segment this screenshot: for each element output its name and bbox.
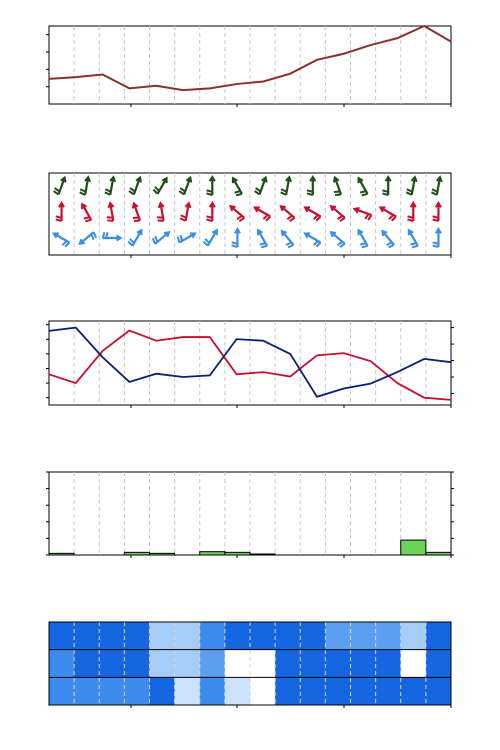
wind-barb-feather <box>105 192 110 195</box>
cloud-cell <box>376 650 402 678</box>
wind-barb <box>204 230 217 246</box>
wind-barb <box>358 178 367 195</box>
wind-barb <box>180 203 190 221</box>
cloud-cell <box>175 650 201 678</box>
cloud-cell <box>325 622 351 650</box>
wind-barb-feather <box>133 217 139 218</box>
wind-barb <box>133 204 140 221</box>
wind-barb-feather <box>334 191 340 192</box>
precip-bar <box>250 554 275 555</box>
wind-barb-shaft <box>331 232 345 244</box>
wind-barb <box>80 232 96 244</box>
wind-barb <box>408 203 416 221</box>
wind-barb <box>334 178 341 195</box>
wind-barb <box>255 207 271 220</box>
wind-barb <box>358 230 367 247</box>
wind-barb-shaft <box>331 206 345 218</box>
wind-barb-feather <box>237 216 242 219</box>
wind-barb <box>207 203 215 221</box>
wind-barb-shaft <box>380 208 396 217</box>
wind-barb-feather <box>431 192 436 195</box>
wind-barb-feather <box>129 191 134 194</box>
wind-barb <box>207 177 215 195</box>
wind-barb <box>305 233 321 246</box>
pressure-point <box>263 81 265 83</box>
wind-barb <box>103 232 121 240</box>
wind-barb <box>54 178 66 195</box>
cloud-cell <box>376 622 402 650</box>
cloud-cell <box>401 677 427 705</box>
wind-barb-feather <box>236 194 242 196</box>
cloud-cell <box>200 650 226 678</box>
cloud-cell <box>200 622 226 650</box>
wind-barb-feather <box>80 192 85 195</box>
wind-barb-feather <box>107 220 113 221</box>
wind-barb-feather <box>130 188 135 191</box>
cloud-cell <box>74 677 100 705</box>
pressure-point <box>182 89 184 91</box>
wind-barb-feather <box>432 189 437 192</box>
wind-barb-feather <box>360 243 366 245</box>
cloud-cell <box>124 622 150 650</box>
cloud-cell <box>351 622 377 650</box>
cloud-cell <box>150 650 176 678</box>
precip-bar <box>200 552 225 555</box>
cloud-panel <box>49 622 452 708</box>
wind-barb-shaft <box>305 234 321 243</box>
wind-barb-feather <box>410 243 416 245</box>
wind-barb-feather <box>179 191 184 194</box>
wind-barb-feather <box>153 238 156 243</box>
precip-bar <box>225 552 250 555</box>
wind-barb <box>431 177 441 195</box>
wind-barb-feather <box>178 237 180 243</box>
wind-barb-feather <box>181 235 183 241</box>
cloud-cell <box>426 677 452 705</box>
wind-barb <box>433 229 441 247</box>
wind-barb <box>258 230 267 247</box>
wind-barb <box>406 177 416 195</box>
wind-barb-feather <box>335 194 341 195</box>
wind-barb-feather <box>256 188 261 191</box>
wind-barb-feather <box>181 215 186 218</box>
wind-barb-feather <box>287 216 292 219</box>
cloud-cell <box>401 650 427 678</box>
wind-barb <box>331 232 345 247</box>
wind-barb-feather <box>362 194 368 196</box>
cloud-cell <box>250 677 276 705</box>
wind-barb-feather <box>368 215 371 220</box>
wind-barb-feather <box>360 191 366 193</box>
wind-barb-feather <box>389 245 394 248</box>
pressure-point <box>343 53 345 55</box>
cloud-cell <box>99 677 125 705</box>
wind-barb-feather <box>365 214 368 219</box>
cloud-cell <box>426 622 452 650</box>
wind-barb <box>82 204 91 221</box>
pressure-point <box>397 37 399 39</box>
precip-bar <box>426 552 451 555</box>
pressure-point <box>129 88 131 90</box>
wind-barb-shaft <box>208 230 217 246</box>
cloud-cell <box>250 622 276 650</box>
wind-barb <box>307 177 315 195</box>
wind-barb <box>255 178 267 195</box>
wind-barb-feather <box>134 220 140 221</box>
wind-barb-feather <box>281 189 286 192</box>
wind-barb-feather <box>158 220 164 221</box>
wind-barb-shaft <box>80 232 94 244</box>
wind-panel <box>49 173 451 258</box>
pressure-point <box>450 41 452 43</box>
wind-barb-feather <box>54 191 59 194</box>
wind-barb-shaft <box>281 206 295 218</box>
wind-barb <box>153 178 166 194</box>
wind-barb-feather <box>235 191 241 193</box>
wind-barb <box>179 178 191 195</box>
cloud-cell <box>99 650 125 678</box>
cloud-cell <box>275 622 301 650</box>
cloud-cell <box>275 677 301 705</box>
pressure-point <box>423 25 425 27</box>
wind-barb-feather <box>412 246 418 248</box>
wind-barb <box>233 178 242 195</box>
pressure-point <box>155 85 157 87</box>
wind-barb-feather <box>55 188 60 191</box>
wind-barb <box>305 207 321 220</box>
cloud-cell <box>225 677 251 705</box>
cloud-cell <box>300 650 326 678</box>
wind-barb-feather <box>84 217 90 219</box>
cloud-cell <box>49 650 75 678</box>
cloud-cell <box>124 650 150 678</box>
cloud-cell <box>300 677 326 705</box>
wind-barb <box>178 233 195 242</box>
wind-barb <box>433 203 441 221</box>
wind-barb <box>54 233 70 246</box>
wind-barb-feather <box>407 189 412 192</box>
wind-barb-feather <box>260 243 266 245</box>
wind-barb-feather <box>94 232 97 237</box>
wind-barb-shaft <box>305 208 321 217</box>
wind-barb-feather <box>338 216 343 219</box>
cloud-cell <box>300 622 326 650</box>
wind-barb-feather <box>85 220 91 222</box>
wind-barb-feather <box>180 188 185 191</box>
wind-barb <box>232 229 240 247</box>
wind-barb-shaft <box>382 231 394 245</box>
wind-barb <box>282 231 294 247</box>
precip-bar <box>150 553 175 555</box>
cloud-cell <box>175 677 201 705</box>
cloud-cell <box>99 622 125 650</box>
wind-barb-feather <box>157 217 163 218</box>
pressure-panel <box>46 25 452 107</box>
wind-barb-feather <box>107 217 113 218</box>
pressure-point <box>289 73 291 75</box>
wind-barb-feather <box>281 192 286 195</box>
wind-barb-feather <box>155 236 158 241</box>
pressure-point <box>316 59 318 61</box>
cloud-cell <box>275 650 301 678</box>
cloud-cell <box>250 650 276 678</box>
wind-barb <box>157 203 164 221</box>
wind-barb <box>56 203 64 221</box>
wind-barb-feather <box>340 218 345 221</box>
cloud-cell <box>351 650 377 678</box>
wind-barb <box>129 178 141 195</box>
cloud-cell <box>225 622 251 650</box>
pressure-point <box>209 88 211 90</box>
wind-barb-feather <box>180 218 185 221</box>
wind-barb <box>281 177 291 195</box>
wind-barb <box>153 232 169 244</box>
cloud-cell <box>74 622 100 650</box>
pressure-point <box>370 44 372 46</box>
wind-barb-feather <box>338 242 343 245</box>
pressure-point <box>75 76 77 78</box>
wind-barb-feather <box>239 218 244 221</box>
wind-barb <box>128 230 141 246</box>
wind-barb <box>231 206 245 221</box>
wind-barb <box>409 230 418 247</box>
precip-panel <box>46 472 454 558</box>
wind-barb <box>281 206 295 221</box>
cloud-cell <box>426 650 452 678</box>
temperature-panel <box>46 321 454 408</box>
cloud-cell <box>74 650 100 678</box>
wind-barb <box>105 177 115 195</box>
wind-barb-shaft <box>255 208 271 217</box>
precip-bar <box>401 540 426 555</box>
cloud-cell <box>325 677 351 705</box>
wind-barb-feather <box>255 191 260 194</box>
wind-barb-feather <box>261 246 267 248</box>
cloud-cell <box>225 650 251 678</box>
wind-barb-feather <box>105 189 110 192</box>
wind-barb-feather <box>286 242 291 245</box>
wind-barb <box>80 177 90 195</box>
pressure-point <box>102 74 104 76</box>
wind-barb-shaft <box>54 234 70 243</box>
cloud-cell <box>49 622 75 650</box>
wind-barb-feather <box>288 245 293 248</box>
wind-barb-feather <box>362 246 368 248</box>
wind-barb-shaft <box>132 230 141 246</box>
cloud-cell <box>175 622 201 650</box>
wind-barb-feather <box>387 242 392 245</box>
wind-barb-feather <box>406 192 411 195</box>
cloud-cell <box>376 677 402 705</box>
cloud-cell <box>150 677 176 705</box>
pressure-point <box>236 83 238 85</box>
wind-barb-shaft <box>158 178 167 194</box>
wind-barb <box>107 203 114 221</box>
wind-barb <box>382 231 394 247</box>
wind-barb-feather <box>340 244 345 247</box>
cloud-cell <box>200 677 226 705</box>
cloud-cell <box>351 677 377 705</box>
precip-bar <box>124 552 149 555</box>
wind-barb-feather <box>290 218 295 221</box>
wind-barb-shaft <box>282 231 294 245</box>
precip-bar <box>49 553 74 555</box>
cloud-cell <box>401 622 427 650</box>
wind-barb <box>382 177 390 195</box>
cloud-cell <box>325 650 351 678</box>
cloud-cell <box>150 622 176 650</box>
wind-barb <box>355 208 372 220</box>
wind-barb <box>380 207 396 220</box>
cloud-cell <box>49 677 75 705</box>
wind-barb-shaft <box>231 206 245 218</box>
pressure-point <box>48 78 50 80</box>
wind-barb-feather <box>80 189 85 192</box>
wind-barb-shaft <box>155 232 169 244</box>
wind-barb-feather <box>91 234 94 239</box>
wind-barb <box>331 206 345 221</box>
cloud-cell <box>124 677 150 705</box>
